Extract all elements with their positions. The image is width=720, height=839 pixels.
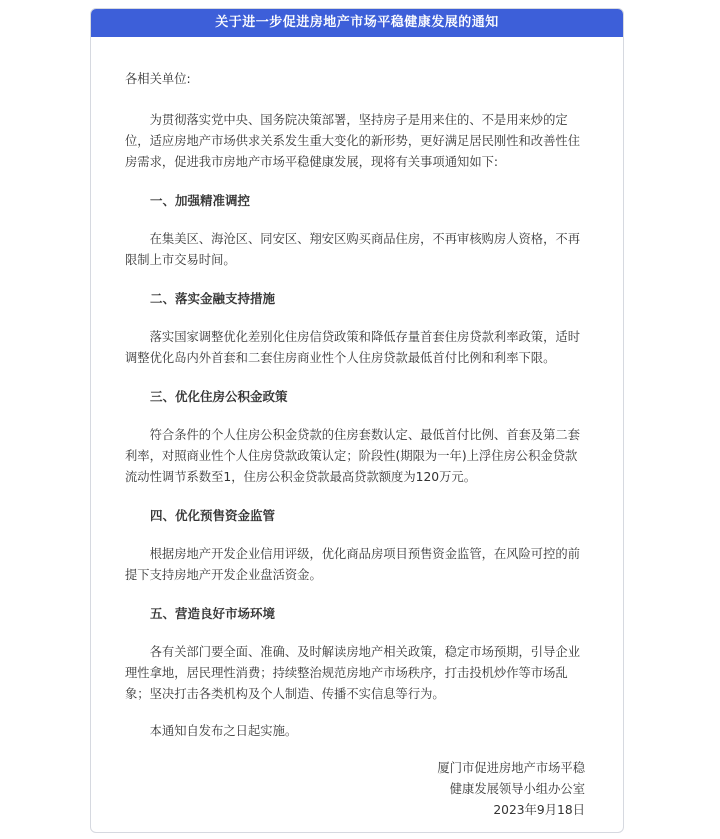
intro-paragraph: 为贯彻落实党中央、国务院决策部署，坚持房子是用来住的、不是用来炒的定位，适应房地产市场供求关系发生重大变化的新形势，更好满足居民刚性和改善性住房需求，促进我市房地产市场平稳健康发展，现将有关事项通知如下: bbox=[125, 113, 580, 169]
signature-block bbox=[125, 758, 589, 821]
section-2-body: 落实国家调整优化差别化住房信贷政策和降低存量首套住房贷款利率政策，适时调整优化岛内外首套和二套住房商业性个人住房贷款最低首付比例和利率下限。 bbox=[125, 330, 580, 365]
section-2-title: 二、落实金融支持措施 bbox=[150, 291, 276, 306]
section-5-body: 各有关部门要全面、准确、及时解读房地产相关政策，稳定市场预期，引导企业理性拿地，居民理性消费；持续整治规范房地产市场秩序，打击投机炒作等市场乱象；坚决打击各类机构及个人制造、传播不实信息等行为。 bbox=[125, 645, 580, 701]
closing-statement: 本通知自发布之日起实施。 bbox=[149, 724, 298, 738]
notice-card bbox=[90, 8, 624, 833]
issuer-line-2: 健康发展领导小组办公室 bbox=[449, 782, 585, 796]
notice-body bbox=[91, 37, 623, 821]
section-4-body: 根据房地产开发企业信用评级，优化商品房项目预售资金监管，在风险可控的前提下支持房地产开发企业盘活资金。 bbox=[125, 547, 580, 582]
issuer-line-1: 厦门市促进房地产市场平稳 bbox=[437, 761, 585, 775]
salutation: 各相关单位: bbox=[125, 72, 191, 86]
section-4-title: 四、优化预售资金监管 bbox=[150, 508, 276, 523]
section-3-title: 三、优化住房公积金政策 bbox=[150, 389, 288, 404]
issue-date: 2023年9月18日 bbox=[493, 803, 585, 817]
section-1-body: 在集美区、海沧区、同安区、翔安区购买商品住房，不再审核购房人资格，不再限制上市交易时间。 bbox=[125, 232, 580, 267]
section-5-title: 五、营造良好市场环境 bbox=[150, 606, 276, 621]
section-1-title: 一、加强精准调控 bbox=[150, 193, 251, 208]
section-3-body: 符合条件的个人住房公积金贷款的住房套数认定、最低首付比例、首套及第二套利率，对照商业性个人住房贷款政策认定；阶段性(期限为一年)上浮住房公积金贷款流动性调节系数至1，住房公积金贷款最高贷款额度为120万元。 bbox=[125, 428, 580, 484]
notice-title: 关于进一步促进房地产市场平稳健康发展的通知 bbox=[91, 9, 623, 37]
